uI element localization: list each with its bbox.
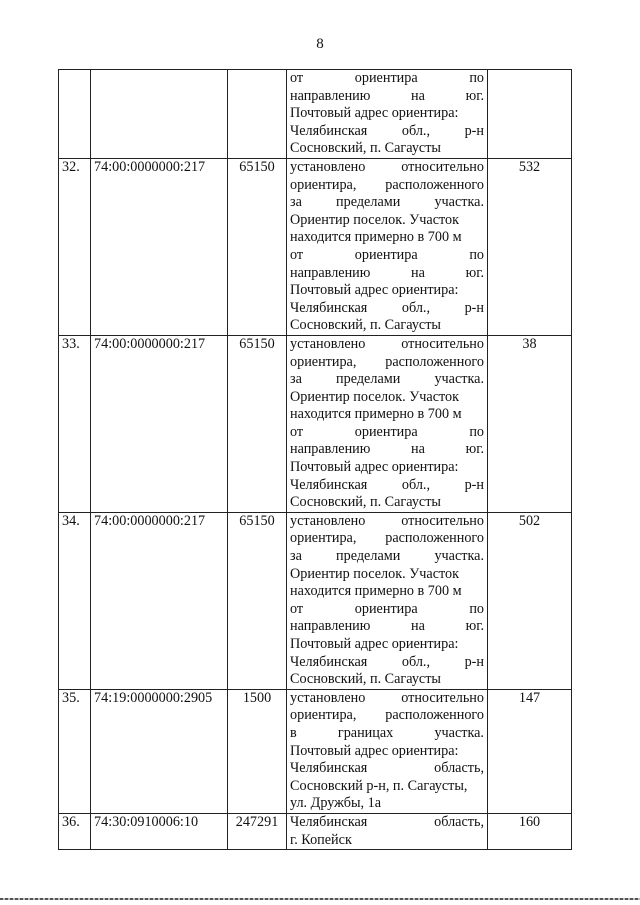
description-line xyxy=(290,760,484,778)
description-line xyxy=(290,601,484,619)
table-row xyxy=(59,813,572,849)
description-line xyxy=(290,247,484,265)
distance-value: 532 xyxy=(488,158,572,335)
distance-value xyxy=(488,70,572,159)
description-word: от xyxy=(290,70,304,86)
table-row xyxy=(59,689,572,813)
description-line xyxy=(290,70,484,88)
description-word: расположенного xyxy=(385,176,484,193)
description-line xyxy=(290,140,484,158)
description-word: установлено xyxy=(290,335,366,352)
description-word: юг. xyxy=(465,618,484,635)
row-number: 35. xyxy=(59,689,91,813)
description-line xyxy=(290,795,484,813)
row-number: 32. xyxy=(59,158,91,335)
description-line xyxy=(290,389,484,407)
area-value: 1500 xyxy=(228,689,287,813)
description-word: на xyxy=(411,87,425,104)
description-line xyxy=(290,336,484,354)
description-line xyxy=(290,212,484,230)
description-word: от xyxy=(290,423,304,440)
area-value: 65150 xyxy=(228,512,287,689)
description-line xyxy=(290,583,484,601)
description-word: пределами xyxy=(336,371,401,388)
description-word: ориентира, xyxy=(290,176,357,193)
description-line xyxy=(290,832,484,850)
area-value: 65150 xyxy=(228,158,287,335)
parcels-table xyxy=(58,69,572,850)
description-word: находится примерно в 700 м xyxy=(290,583,462,600)
description-line xyxy=(290,690,484,708)
cadastral-number: 74:00:0000000:217 xyxy=(91,335,228,512)
description-word: р-н xyxy=(464,476,484,493)
description-word: ориентира xyxy=(354,423,418,440)
description-word: за xyxy=(290,194,302,211)
description-word: ориентира xyxy=(354,246,418,263)
location-description xyxy=(287,70,488,159)
description-word: Ориентир поселок. Участок xyxy=(290,388,459,405)
description-word: от xyxy=(290,246,304,263)
description-line xyxy=(290,725,484,743)
description-word: р-н xyxy=(464,122,484,139)
table-row xyxy=(59,335,572,512)
location-description xyxy=(287,813,488,849)
distance-value: 502 xyxy=(488,512,572,689)
description-line xyxy=(290,671,484,689)
description-word: ориентира, xyxy=(290,530,357,547)
cadastral-number: 74:30:0910006:10 xyxy=(91,813,228,849)
description-line xyxy=(290,317,484,335)
area-value: 247291 xyxy=(228,813,287,849)
location-description xyxy=(287,689,488,813)
description-word: г. Копейск xyxy=(290,831,352,848)
description-word: юг. xyxy=(465,441,484,458)
cadastral-number: 74:19:0000000:2905 xyxy=(91,689,228,813)
description-word: расположенного xyxy=(385,707,484,724)
description-line xyxy=(290,105,484,123)
description-word: границах xyxy=(337,724,394,741)
area-value xyxy=(228,70,287,159)
description-word: Почтовый адрес ориентира: xyxy=(290,742,459,759)
description-word: Челябинская xyxy=(290,653,368,670)
description-line xyxy=(290,530,484,548)
description-word: от xyxy=(290,600,304,617)
description-line xyxy=(290,194,484,212)
description-word: находится примерно в 700 м xyxy=(290,229,462,246)
cadastral-number: 74:00:0000000:217 xyxy=(91,158,228,335)
distance-value: 147 xyxy=(488,689,572,813)
description-word: р-н xyxy=(464,653,484,670)
description-line xyxy=(290,424,484,442)
description-word: ориентира, xyxy=(290,707,357,724)
description-word: Челябинская xyxy=(290,760,368,777)
row-number xyxy=(59,70,91,159)
row-number: 36. xyxy=(59,813,91,849)
cadastral-number: 74:00:0000000:217 xyxy=(91,512,228,689)
description-line xyxy=(290,229,484,247)
table-row xyxy=(59,70,572,159)
description-word: ориентира xyxy=(354,70,418,86)
description-line xyxy=(290,707,484,725)
description-line xyxy=(290,265,484,283)
row-number: 33. xyxy=(59,335,91,512)
description-line xyxy=(290,477,484,495)
description-line xyxy=(290,459,484,477)
description-word: участка. xyxy=(434,194,484,211)
description-word: обл., xyxy=(401,653,431,670)
description-word: по xyxy=(469,600,484,617)
location-description xyxy=(287,335,488,512)
description-line xyxy=(290,123,484,141)
description-word: Челябинская xyxy=(290,299,368,316)
description-word: относительно xyxy=(401,512,484,529)
description-word: по xyxy=(469,423,484,440)
description-word: пределами xyxy=(336,194,401,211)
description-word: обл., xyxy=(401,476,431,493)
description-word: Челябинская xyxy=(290,813,368,830)
description-word: расположенного xyxy=(385,530,484,547)
description-word: установлено xyxy=(290,689,366,706)
description-word: направлению xyxy=(290,618,371,635)
description-line xyxy=(290,300,484,318)
description-word: относительно xyxy=(401,689,484,706)
description-word: область, xyxy=(434,813,484,830)
distance-value: 38 xyxy=(488,335,572,512)
description-line xyxy=(290,566,484,584)
description-word: обл., xyxy=(401,122,431,139)
description-word: участка. xyxy=(434,371,484,388)
description-word: Почтовый адрес ориентира: xyxy=(290,282,459,299)
description-line xyxy=(290,371,484,389)
description-word: ориентира, xyxy=(290,353,357,370)
description-word: Ориентир поселок. Участок xyxy=(290,211,459,228)
description-line xyxy=(290,406,484,424)
description-word: ул. Дружбы, 1а xyxy=(290,795,381,812)
location-description xyxy=(287,512,488,689)
cadastral-number xyxy=(91,70,228,159)
description-word: участка. xyxy=(434,548,484,565)
description-word: направлению xyxy=(290,264,371,281)
description-word: Сосновский р-н, п. Сагаусты, xyxy=(290,777,468,794)
description-line xyxy=(290,548,484,566)
description-line xyxy=(290,654,484,672)
description-word: Сосновский, п. Сагаусты xyxy=(290,140,441,157)
description-line xyxy=(290,282,484,300)
description-word: направлению xyxy=(290,87,371,104)
description-word: Сосновский, п. Сагаусты xyxy=(290,317,441,334)
description-word: по xyxy=(469,246,484,263)
table-row xyxy=(59,158,572,335)
description-word: Почтовый адрес ориентира: xyxy=(290,459,459,476)
description-word: находится примерно в 700 м xyxy=(290,406,462,423)
description-line xyxy=(290,494,484,512)
description-line xyxy=(290,618,484,636)
description-word: Почтовый адрес ориентира: xyxy=(290,636,459,652)
description-word: обл., xyxy=(401,299,431,316)
row-number: 34. xyxy=(59,512,91,689)
table-row xyxy=(59,512,572,689)
description-word: за xyxy=(290,371,302,388)
description-word: Челябинская xyxy=(290,476,368,493)
description-word: установлено xyxy=(290,512,366,529)
description-word: на xyxy=(411,618,425,635)
description-word: юг. xyxy=(465,87,484,104)
description-word: р-н xyxy=(464,299,484,316)
description-line xyxy=(290,814,484,832)
description-word: пределами xyxy=(336,548,401,565)
description-word: на xyxy=(411,264,425,281)
description-word: в xyxy=(290,724,297,741)
description-word: Сосновский, п. Сагаусты xyxy=(290,494,441,511)
description-word: Почтовый адрес ориентира: xyxy=(290,105,459,122)
page-number: 8 xyxy=(316,36,324,52)
description-word: Ориентир поселок. Участок xyxy=(290,565,459,582)
description-line xyxy=(290,778,484,796)
parcels-table-body xyxy=(59,70,572,850)
description-word: участка. xyxy=(434,724,484,741)
description-line xyxy=(290,354,484,372)
description-word: Челябинская xyxy=(290,122,368,139)
description-word: Сосновский, п. Сагаусты xyxy=(290,671,441,688)
description-line xyxy=(290,177,484,195)
description-line xyxy=(290,743,484,761)
description-line xyxy=(290,636,484,654)
location-description xyxy=(287,158,488,335)
description-word: ориентира xyxy=(354,600,418,617)
description-line xyxy=(290,88,484,106)
description-word: направлению xyxy=(290,441,371,458)
area-value: 65150 xyxy=(228,335,287,512)
distance-value: 160 xyxy=(488,813,572,849)
description-line xyxy=(290,441,484,459)
description-word: область, xyxy=(434,760,484,777)
description-word: установлено xyxy=(290,158,366,175)
description-word: относительно xyxy=(401,335,484,352)
description-word: за xyxy=(290,548,302,565)
description-word: расположенного xyxy=(385,353,484,370)
description-line xyxy=(290,513,484,531)
description-word: юг. xyxy=(465,264,484,281)
description-word: по xyxy=(469,70,484,86)
description-line xyxy=(290,159,484,177)
description-word: на xyxy=(411,441,425,458)
scan-edge-line xyxy=(0,898,640,900)
description-word: относительно xyxy=(401,158,484,175)
